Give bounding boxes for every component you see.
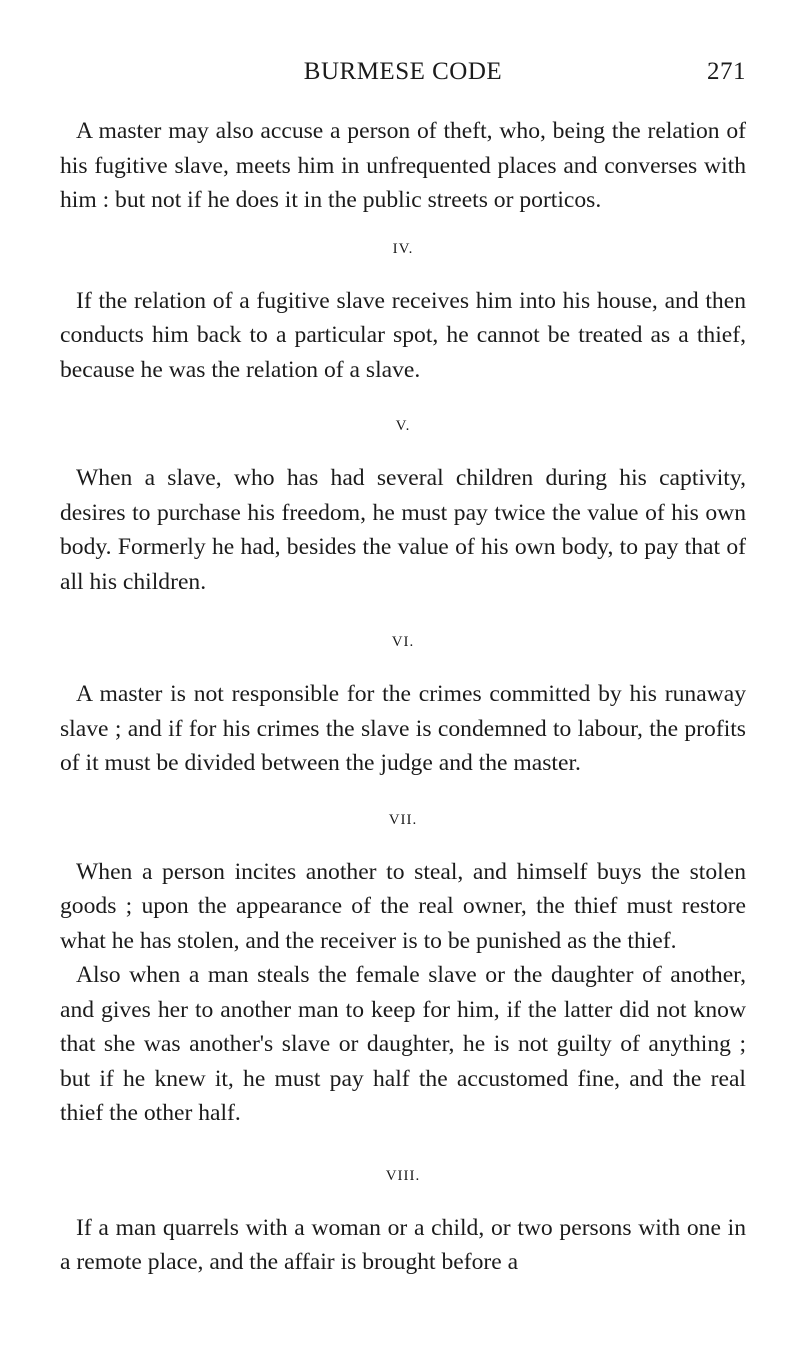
section-number-iv: IV. bbox=[392, 240, 414, 257]
section-number-vi: VI. bbox=[391, 634, 415, 650]
running-title: BURMESE CODE bbox=[303, 58, 503, 85]
paragraph-section-v: When a slave, who has had several children during his captivity, desires to purchase his freedom, he must pay twice the value of his own body. Formerly he had, besides the value of his own body, to pay that of all his children. bbox=[60, 465, 746, 595]
paragraph-section-viii: If a man quarrels with a woman or a child, or two persons with one in a remote place, and the affair is brought before a bbox=[60, 1214, 746, 1275]
section-number-viii: VIII. bbox=[385, 1167, 421, 1184]
page-number: 271 bbox=[707, 58, 746, 85]
section-number-vii: VII. bbox=[388, 811, 418, 828]
section-number-v: V. bbox=[395, 418, 411, 434]
paragraph-continuation: A master may also accuse a person of theft, who, being the relation of his fugitive slave, meets him in unfrequented places and converses with him : but not if he does it in the public streets or porticos. bbox=[60, 118, 746, 213]
paragraph-section-vii-a: When a person incites another to steal, and himself buys the stolen goods ; upon the appearance of the real owner, the thief must restore what he has stolen, and the receiver is to be punished as the thief. bbox=[60, 858, 746, 954]
paragraph-section-vi: A master is not responsible for the crimes committed by his runaway slave ; and if for his crimes the slave is condemned to labour, the profits of it must be divided between the judge and the master. bbox=[60, 681, 746, 776]
paragraph-section-vii-b: Also when a man steals the female slave or the daughter of another, and gives her to another man to keep for him, if the latter did not know that she was another's slave or daughter, he is not guilty of anything ; but if he knew it, he must pay half the accustomed fine, and the real thief the other half. bbox=[60, 962, 746, 1126]
running-header bbox=[60, 56, 746, 96]
book-page bbox=[60, 56, 746, 1280]
paragraph-section-iv: If the relation of a fugitive slave receives him into his house, and then conducts him back to a particular spot, he cannot be treated as a thief, because he was the relation of a slave. bbox=[60, 287, 746, 383]
